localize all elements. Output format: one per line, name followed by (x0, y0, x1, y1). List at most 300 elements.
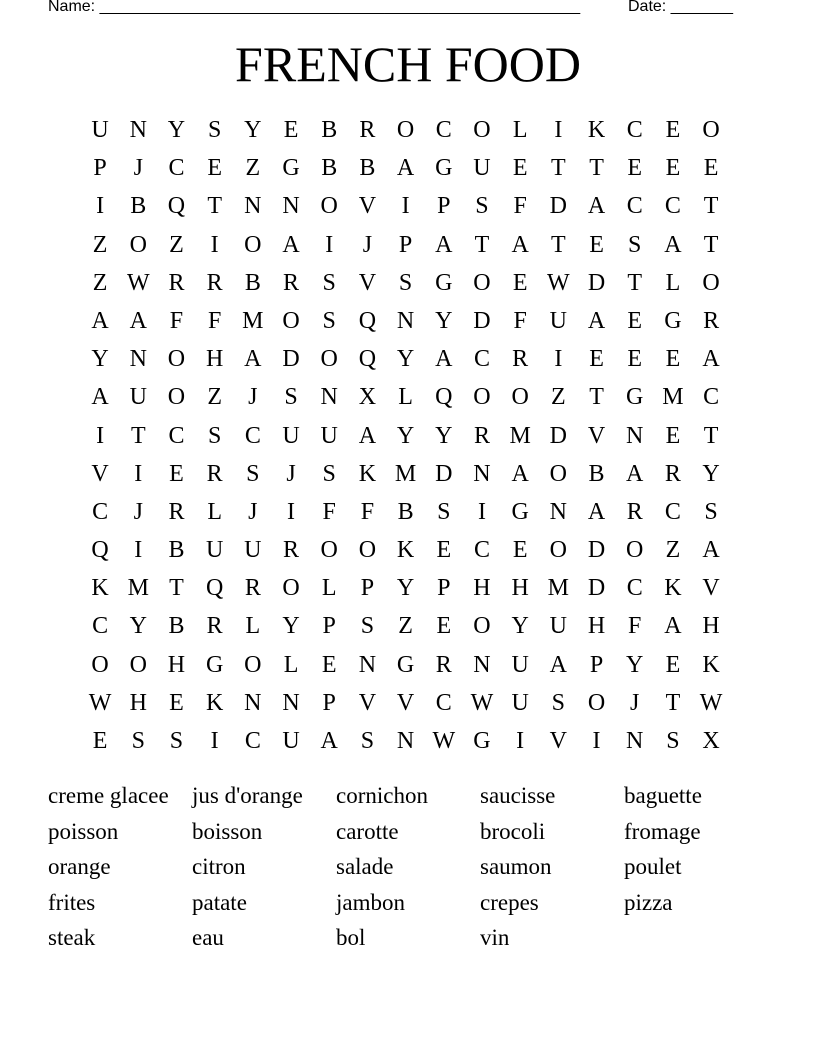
grid-letter: O (587, 689, 606, 716)
grid-letter: Z (207, 384, 222, 411)
grid-letter: C (92, 613, 109, 640)
grid-letter: T (474, 231, 490, 258)
grid-letter: I (134, 537, 143, 564)
grid-letter: R (283, 269, 300, 296)
grid-letter: Y (626, 651, 644, 678)
grid-letter: A (320, 728, 338, 754)
grid-letter: R (473, 422, 490, 449)
grid-letter: R (512, 346, 529, 373)
grid-letter: Y (91, 346, 109, 373)
grid-letter: S (284, 384, 298, 411)
grid-letter: V (91, 460, 109, 487)
grid-letter: A (244, 346, 262, 373)
grid-letter: O (320, 537, 338, 564)
grid-letter: O (91, 651, 109, 678)
grid-letter: O (167, 346, 186, 373)
grid-letter: S (704, 498, 718, 525)
grid-letter: D (587, 537, 606, 564)
grid-letter: X (702, 728, 720, 754)
grid-letter: T (627, 269, 643, 296)
grid-letter: O (702, 117, 720, 143)
grid-letter: Z (398, 613, 413, 640)
grid-letter: O (320, 193, 338, 220)
grid-letter: D (587, 269, 606, 296)
grid-letter: C (435, 689, 452, 716)
grid-letter: E (512, 269, 528, 296)
grid-letter: L (321, 575, 337, 602)
grid-letter: A (702, 537, 720, 564)
grid-letter: G (435, 269, 453, 296)
grid-letter: G (664, 307, 682, 334)
grid-letter: S (207, 422, 222, 449)
grid-letter: K (587, 117, 606, 143)
grid-letter: R (168, 498, 185, 525)
grid-letter: Z (245, 155, 261, 182)
word-list-item: poisson (48, 818, 119, 844)
grid-letter: U (511, 689, 529, 716)
grid-letter: T (589, 384, 604, 411)
word-list-item: jus d'orange (192, 783, 303, 808)
grid-letter: T (665, 689, 681, 716)
grid-letter: H (473, 575, 491, 602)
grid-letter: J (133, 498, 143, 525)
grid-letter: Z (665, 537, 681, 564)
grid-letter: Y (396, 346, 415, 373)
grid-letter: K (91, 575, 109, 602)
word-list-item: citron (192, 854, 246, 880)
grid-letter: R (244, 575, 261, 602)
grid-letter: E (627, 155, 643, 182)
grid-letter: R (283, 537, 300, 564)
grid-letter: W (547, 269, 570, 296)
grid-letter: V (702, 575, 720, 602)
grid-letter: O (129, 231, 147, 258)
grid-letter: S (169, 728, 184, 754)
grid-letter: X (358, 384, 377, 411)
grid-letter: N (626, 728, 644, 754)
grid-letter: W (432, 728, 456, 754)
grid-letter: F (628, 613, 642, 640)
grid-letter: R (206, 460, 223, 487)
grid-letter: Q (167, 193, 186, 220)
grid-letter: M (547, 575, 570, 602)
grid-letter: E (665, 651, 681, 678)
grid-letter: W (699, 689, 723, 716)
grid-letter: U (511, 651, 529, 678)
word-list-item: crepes (480, 889, 539, 915)
grid-letter: O (702, 269, 720, 296)
grid-letter: C (244, 728, 261, 754)
word-list-item: eau (192, 925, 224, 951)
grid-letter: W (88, 689, 112, 716)
grid-letter: C (92, 498, 109, 525)
word-list-item: carotte (336, 818, 399, 844)
grid-letter: E (169, 689, 184, 716)
grid-letter: J (362, 231, 373, 258)
grid-letter: F (513, 307, 527, 334)
grid-letter: P (589, 651, 604, 678)
grid-letter: H (205, 346, 224, 373)
grid-letter: A (358, 422, 377, 449)
grid-letter: D (282, 346, 300, 373)
grid-letter: S (322, 460, 336, 487)
word-list-item: creme glacee (48, 783, 169, 808)
grid-letter: S (207, 117, 222, 143)
grid-letter: S (437, 498, 451, 525)
grid-letter: E (627, 346, 643, 373)
grid-letter: C (168, 422, 185, 449)
grid-letter: P (437, 575, 451, 602)
grid-letter: Z (169, 231, 184, 258)
grid-letter: U (473, 155, 491, 182)
grid-letter: I (554, 346, 563, 373)
grid-letter: I (477, 498, 486, 525)
grid-letter: G (396, 651, 415, 678)
grid-letter: Z (551, 384, 566, 411)
grid-letter: A (282, 231, 300, 258)
grid-letter: N (282, 689, 300, 716)
grid-letter: I (516, 728, 525, 754)
grid-letter: U (282, 422, 300, 449)
grid-letter: O (282, 575, 300, 602)
grid-letter: Q (435, 384, 453, 411)
grid-letter: N (282, 193, 300, 220)
word-list-item: brocoli (480, 818, 546, 844)
grid-letter: L (665, 269, 681, 296)
grid-letter: E (665, 155, 681, 182)
grid-letter: O (549, 460, 568, 487)
grid-letter: A (587, 193, 606, 220)
grid-letter: F (169, 307, 184, 334)
grid-letter: L (398, 384, 413, 411)
grid-letter: F (322, 498, 336, 525)
word-list-item: pizza (624, 889, 673, 915)
grid-letter: B (168, 537, 185, 564)
grid-letter: O (129, 651, 147, 678)
grid-letter: Q (358, 307, 377, 334)
date-field[interactable]: Date: _______ (628, 0, 733, 15)
grid-letter: B (168, 613, 185, 640)
grid-letter: O (358, 537, 377, 564)
grid-letter: O (167, 384, 186, 411)
grid-letter: C (244, 422, 261, 449)
word-list-item: jambon (336, 889, 405, 915)
grid-letter: S (131, 728, 145, 754)
grid-letter: S (322, 307, 336, 334)
grid-letter: S (360, 613, 375, 640)
grid-letter: O (473, 269, 491, 296)
grid-letter: Y (396, 575, 415, 602)
grid-letter: L (245, 613, 261, 640)
grid-letter: G (473, 728, 491, 754)
grid-letter: R (703, 307, 720, 334)
grid-letter: T (169, 575, 184, 602)
grid-letter: H (702, 613, 720, 640)
grid-letter: V (358, 193, 377, 220)
grid-letter: F (207, 307, 222, 334)
grid-letter: A (664, 613, 682, 640)
grid-letter: A (511, 231, 529, 258)
grid-letter: O (396, 117, 415, 143)
grid-letter: E (665, 346, 681, 373)
grid-letter: G (205, 651, 224, 678)
grid-letter: O (511, 384, 529, 411)
word-list-item: cornichon (336, 783, 428, 808)
grid-letter: N (473, 651, 491, 678)
grid-letter: J (248, 498, 258, 525)
grid-letter: U (129, 384, 147, 411)
grid-letter: T (551, 155, 566, 182)
grid-letter: M (662, 384, 684, 411)
grid-letter: C (168, 155, 185, 182)
grid-letter: C (703, 384, 720, 411)
grid-letter: Q (358, 346, 377, 373)
grid-letter: R (168, 269, 185, 296)
word-list-item: salade (336, 854, 394, 880)
grid-letter: V (358, 269, 377, 296)
grid-letter: E (436, 537, 452, 564)
grid-letter: E (283, 117, 299, 143)
grid-letter: I (325, 231, 334, 258)
grid-letter: E (589, 346, 604, 373)
grid-letter: B (244, 269, 261, 296)
grid-letter: S (628, 231, 642, 258)
grid-letter: Y (167, 117, 186, 143)
grid-letter: E (665, 422, 681, 449)
grid-letter: N (129, 346, 147, 373)
grid-letter: B (321, 155, 338, 182)
grid-letter: N (358, 651, 377, 678)
grid-letter: C (473, 537, 490, 564)
grid-letter: N (473, 460, 491, 487)
grid-letter: Z (92, 231, 108, 258)
grid-letter: P (322, 689, 336, 716)
grid-letter: I (554, 117, 563, 143)
grid-letter: A (129, 307, 147, 334)
grid-letter: S (475, 193, 489, 220)
grid-letter: R (626, 498, 643, 525)
grid-letter: I (287, 498, 296, 525)
grid-letter: R (435, 651, 452, 678)
grid-letter: P (398, 231, 413, 258)
page-title: FRENCH FOOD (235, 36, 581, 92)
grid-letter: J (286, 460, 296, 487)
grid-letter: I (96, 422, 105, 449)
grid-letter: Q (205, 575, 224, 602)
grid-letter: E (169, 460, 184, 487)
grid-letter: J (630, 689, 640, 716)
grid-letter: T (551, 231, 566, 258)
grid-letter: U (205, 537, 224, 564)
grid-letter: A (91, 384, 109, 411)
grid-letter: I (210, 728, 219, 754)
grid-letter: L (512, 117, 528, 143)
grid-letter: B (397, 498, 414, 525)
grid-letter: K (702, 651, 720, 678)
word-list-item: saumon (480, 854, 552, 880)
grid-letter: F (360, 498, 375, 525)
grid-letter: A (587, 307, 606, 334)
grid-letter: A (549, 651, 568, 678)
grid-letter: D (435, 460, 453, 487)
grid-letter: S (322, 269, 336, 296)
grid-letter: C (664, 498, 681, 525)
grid-letter: T (207, 193, 222, 220)
grid-letter: O (282, 307, 300, 334)
word-list-item: poulet (624, 854, 682, 880)
grid-letter: N (396, 307, 415, 334)
grid-letter: A (435, 346, 453, 373)
grid-letter: F (513, 193, 527, 220)
grid-letter: B (588, 460, 605, 487)
grid-letter: O (473, 613, 491, 640)
grid-letter: O (626, 537, 644, 564)
grid-letter: S (398, 269, 413, 296)
grid-letter: Y (702, 460, 720, 487)
grid-letter: N (549, 498, 568, 525)
grid-letter: Z (92, 269, 108, 296)
grid-letter: Q (91, 537, 109, 564)
grid-letter: W (126, 269, 150, 296)
grid-letter: I (134, 460, 143, 487)
grid-letter: K (205, 689, 224, 716)
grid-letter: N (244, 689, 262, 716)
grid-letter: Y (396, 422, 415, 449)
grid-letter: V (396, 689, 415, 716)
grid-letter: I (96, 193, 105, 220)
grid-letter: S (360, 728, 375, 754)
grid-letter: E (665, 117, 681, 143)
word-list-item: steak (48, 925, 96, 951)
word-list-item: baguette (624, 783, 702, 808)
grid-letter: K (396, 537, 415, 564)
grid-letter: O (320, 346, 338, 373)
grid-letter: R (206, 613, 223, 640)
grid-letter: T (703, 231, 719, 258)
word-list-item: boisson (192, 818, 263, 844)
grid-letter: N (320, 384, 338, 411)
grid-letter: Y (282, 613, 300, 640)
word-list-item: saucisse (480, 783, 556, 808)
grid-letter: E (627, 307, 643, 334)
grid-letter: A (435, 231, 453, 258)
grid-letter: E (512, 155, 528, 182)
grid-letter: A (587, 498, 606, 525)
grid-letter: R (206, 269, 223, 296)
grid-letter: A (396, 155, 415, 182)
grid-letter: H (511, 575, 529, 602)
word-list-item: bol (336, 925, 366, 951)
grid-letter: D (549, 193, 568, 220)
grid-letter: V (549, 728, 568, 754)
grid-letter: H (129, 689, 147, 716)
grid-letter: D (549, 422, 568, 449)
grid-letter: D (587, 575, 606, 602)
grid-letter: T (703, 422, 719, 449)
grid-letter: O (473, 384, 491, 411)
grid-letter: I (592, 728, 601, 754)
grid-letter: O (473, 117, 491, 143)
grid-letter: D (473, 307, 491, 334)
grid-letter: P (437, 193, 451, 220)
grid-letter: C (626, 117, 643, 143)
letter-grid (81, 111, 753, 760)
grid-letter: S (551, 689, 566, 716)
grid-letter: A (664, 231, 682, 258)
grid-letter: R (359, 117, 376, 143)
grid-letter: N (129, 117, 147, 143)
grid-letter: O (244, 231, 262, 258)
grid-letter: C (626, 193, 643, 220)
grid-letter: U (244, 537, 262, 564)
grid-letter: Y (435, 422, 453, 449)
grid-letter: N (244, 193, 262, 220)
grid-letter: C (435, 117, 452, 143)
grid-letter: R (664, 460, 681, 487)
grid-letter: T (130, 422, 146, 449)
grid-letter: M (509, 422, 531, 449)
word-list-item: vin (480, 925, 510, 951)
grid-letter: G (282, 155, 300, 182)
grid-letter: S (246, 460, 260, 487)
grid-letter: P (360, 575, 375, 602)
grid-letter: U (91, 117, 109, 143)
grid-letter: U (282, 728, 300, 754)
grid-letter: H (587, 613, 606, 640)
grid-letter: K (358, 460, 377, 487)
grid-letter: Y (244, 117, 262, 143)
grid-letter: E (321, 651, 337, 678)
grid-letter: L (207, 498, 222, 525)
grid-letter: V (587, 422, 606, 449)
grid-letter: B (321, 117, 338, 143)
grid-letter: P (322, 613, 336, 640)
grid-letter: N (396, 728, 415, 754)
grid-letter: E (589, 231, 604, 258)
grid-letter: T (703, 193, 719, 220)
grid-letter: G (511, 498, 529, 525)
grid-letter: C (473, 346, 490, 373)
grid-letter: M (127, 575, 149, 602)
grid-letter: V (358, 689, 377, 716)
grid-letter: L (283, 651, 299, 678)
grid-letter: A (511, 460, 529, 487)
grid-letter: U (549, 307, 568, 334)
grid-letter: G (435, 155, 453, 182)
grid-letter: E (207, 155, 222, 182)
grid-letter: U (320, 422, 338, 449)
grid-letter: S (666, 728, 680, 754)
grid-letter: E (92, 728, 108, 754)
grid-letter: Y (129, 613, 147, 640)
grid-letter: C (626, 575, 643, 602)
grid-letter: Y (435, 307, 453, 334)
grid-letter: B (359, 155, 376, 182)
name-field[interactable]: Name: ______________________________________________________ (48, 0, 581, 15)
grid-letter: H (167, 651, 186, 678)
grid-letter: C (664, 193, 681, 220)
grid-letter: M (242, 307, 264, 334)
word-list-item: orange (48, 854, 111, 880)
grid-letter: Y (511, 613, 529, 640)
grid-letter: M (394, 460, 417, 487)
grid-letter: E (512, 537, 528, 564)
grid-letter: A (702, 346, 720, 373)
grid-letter: E (436, 613, 452, 640)
word-list-item: patate (192, 889, 247, 915)
grid-letter: B (130, 193, 147, 220)
grid-letter: N (626, 422, 644, 449)
